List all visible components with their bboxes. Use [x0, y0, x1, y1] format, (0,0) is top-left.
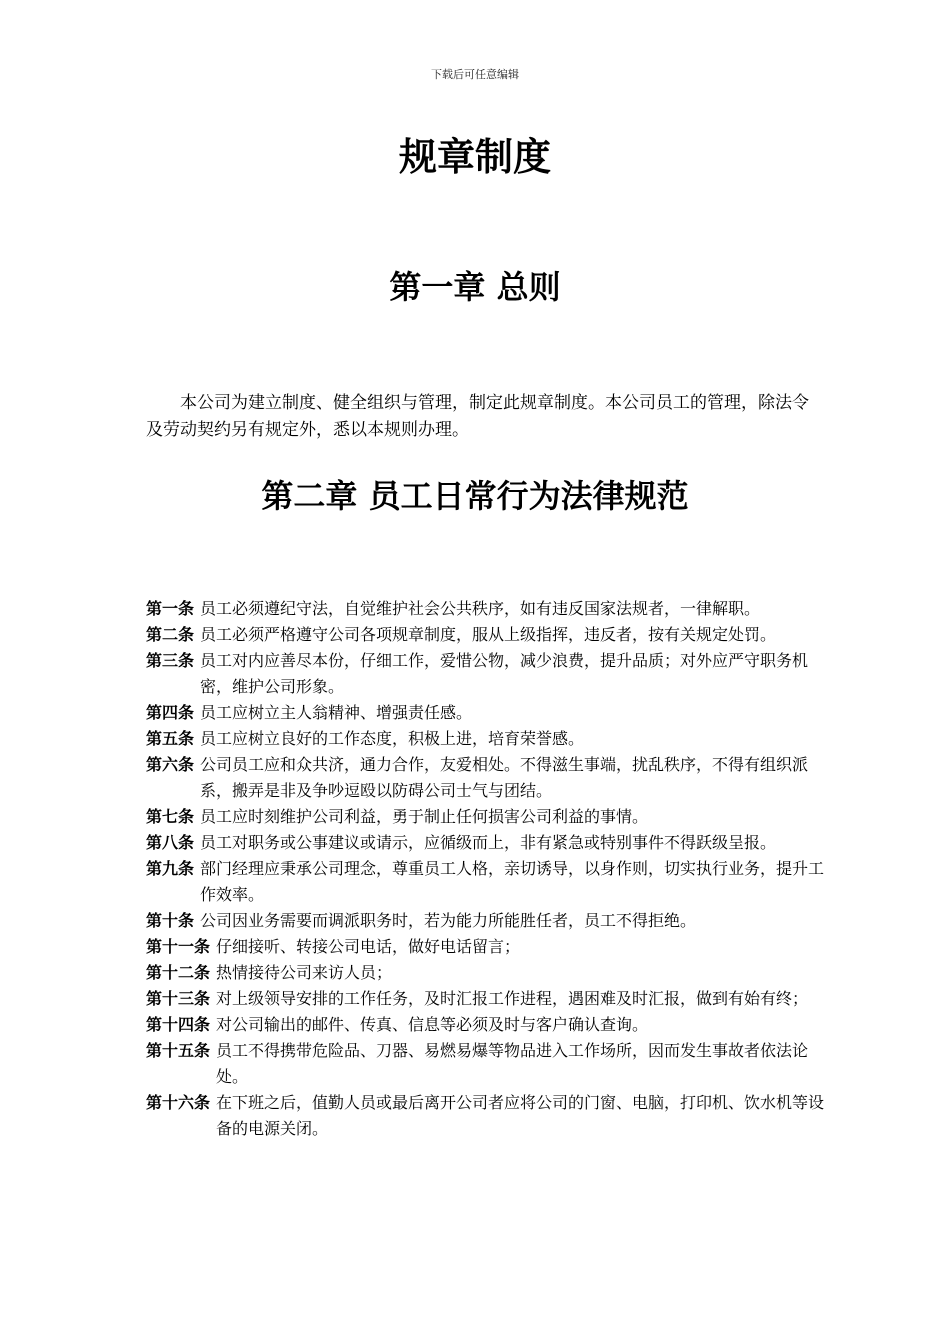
article-item [146, 856, 826, 908]
article-item [146, 726, 826, 752]
article-item [146, 752, 826, 804]
article-label: 第六条 [146, 755, 195, 774]
article-label: 第十四条 [146, 1015, 211, 1034]
article-item [146, 648, 826, 700]
article-item [146, 804, 826, 830]
article-label: 第七条 [146, 807, 195, 826]
article-item [146, 1038, 826, 1090]
article-text: 员工对内应善尽本份，仔细工作，爱惜公物，减少浪费，提升品质；对外应严守职务机密，维护公司形象。 [200, 651, 809, 696]
article-item [146, 960, 826, 986]
article-list [146, 596, 826, 1142]
article-item [146, 908, 826, 934]
chapter2-title: 第二章 员工日常行为法律规范 [261, 477, 689, 515]
article-text: 对上级领导安排的工作任务，及时汇报工作进程，遇困难及时汇报，做到有始有终； [216, 989, 809, 1008]
chapter1-title: 第一章 总则 [389, 268, 561, 306]
article-item [146, 986, 826, 1012]
article-label: 第三条 [146, 651, 195, 670]
article-item [146, 934, 826, 960]
article-label: 第四条 [146, 703, 195, 722]
article-label: 第八条 [146, 833, 195, 852]
article-label: 第二条 [146, 625, 195, 644]
article-text: 热情接待公司来访人员； [216, 963, 393, 982]
article-text: 部门经理应秉承公司理念，尊重员工人格，亲切诱导，以身作则，切实执行业务，提升工作效率。 [200, 859, 825, 904]
article-text: 员工必须严格遵守公司各项规章制度，服从上级指挥，违反者，按有关规定处罚。 [200, 625, 777, 644]
article-item [146, 622, 826, 648]
article-text: 员工必须遵纪守法，自觉维护社会公共秩序，如有违反国家法规者，一律解职。 [200, 599, 761, 618]
article-item [146, 700, 826, 726]
article-text: 对公司输出的邮件、传真、信息等必须及时与客户确认查询。 [216, 1015, 649, 1034]
article-text: 员工对职务或公事建议或请示，应循级而上，非有紧急或特别事件不得跃级呈报。 [200, 833, 777, 852]
article-item [146, 830, 826, 856]
article-label: 第十三条 [146, 989, 211, 1008]
header-note: 下载后可任意编辑 [431, 68, 519, 81]
article-text: 员工应时刻维护公司利益，勇于制止任何损害公司利益的事情。 [200, 807, 649, 826]
article-label: 第十一条 [146, 937, 211, 956]
article-label: 第一条 [146, 599, 195, 618]
chapter1-intro: 本公司为建立制度、健全组织与管理，制定此规章制度。本公司员工的管理，除法令及劳动契约另有规定外，悉以本规则办理。 [146, 393, 809, 440]
article-item [146, 596, 826, 622]
article-label: 第九条 [146, 859, 195, 878]
article-text: 仔细接听、转接公司电话，做好电话留言； [216, 937, 521, 956]
article-label: 第五条 [146, 729, 195, 748]
article-text: 在下班之后，值勤人员或最后离开公司者应将公司的门窗、电脑，打印机、饮水机等设备的电源关闭。 [216, 1093, 825, 1138]
article-label: 第十二条 [146, 963, 211, 982]
article-text: 公司员工应和众共济，通力合作，友爱相处。不得滋生事端，扰乱秩序，不得有组织派系，搬弄是非及争吵逗殴以防碍公司士气与团结。 [200, 755, 809, 800]
document-title: 规章制度 [398, 135, 551, 179]
article-text: 员工不得携带危险品、刀器、易燃易爆等物品进入工作场所，因而发生事故者依法论处。 [216, 1041, 809, 1086]
article-item [146, 1012, 826, 1038]
article-label: 第十五条 [146, 1041, 211, 1060]
article-item [146, 1090, 826, 1142]
article-text: 员工应树立主人翁精神、增强责任感。 [200, 703, 473, 722]
article-text: 员工应树立良好的工作态度，积极上进，培育荣誉感。 [200, 729, 585, 748]
article-label: 第十条 [146, 911, 195, 930]
article-text: 公司因业务需要而调派职务时，若为能力所能胜任者，员工不得拒绝。 [200, 911, 697, 930]
article-label: 第十六条 [146, 1093, 211, 1112]
